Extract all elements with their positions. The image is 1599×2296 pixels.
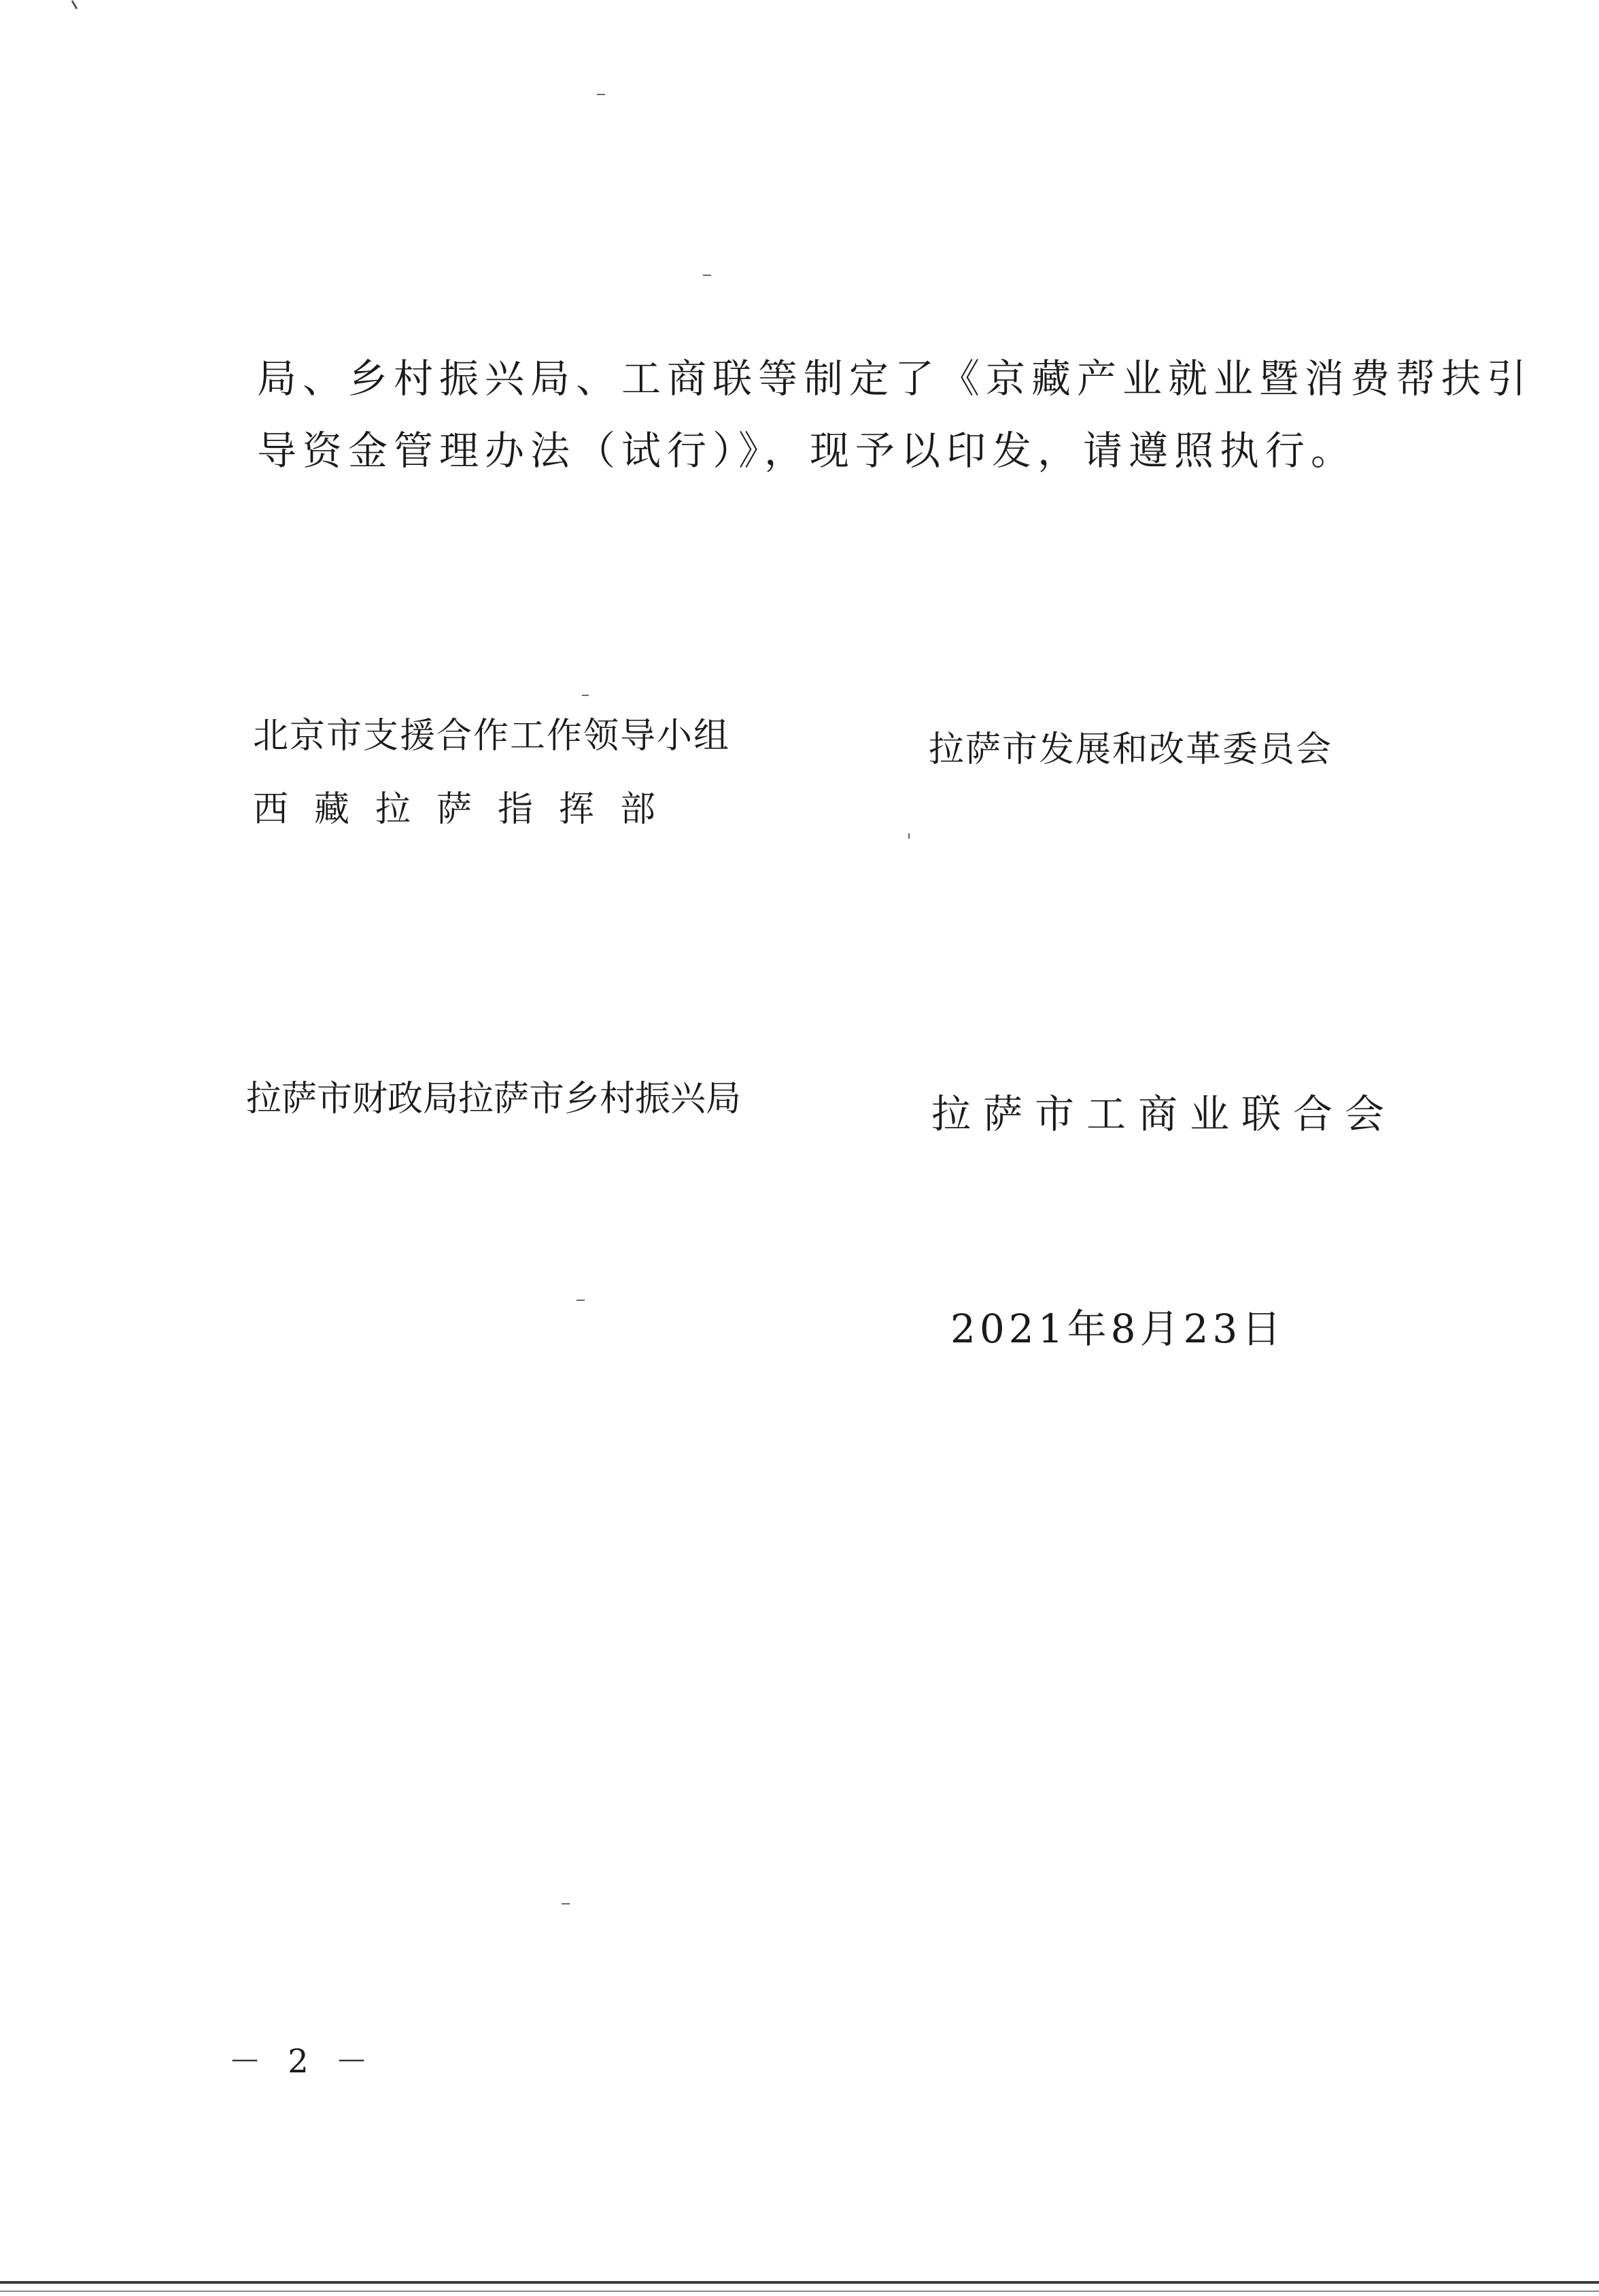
body-text-line-1: 局、乡村振兴局、工商联等制定了《京藏产业就业暨消费帮扶引 bbox=[257, 355, 1533, 402]
signatory-beijing-line-1: 北京市支援合作工作领导小组 bbox=[253, 716, 731, 756]
signatory-beijing-line-2: 西藏拉萨指挥部 bbox=[253, 789, 682, 830]
scan-bottom-edge bbox=[0, 2281, 1599, 2284]
scan-artifact-mark bbox=[597, 94, 605, 95]
scan-bottom-edge-shadow bbox=[0, 2291, 1599, 2292]
scan-artifact-mark bbox=[703, 275, 711, 276]
issue-date: 2021年8月23日 bbox=[950, 1306, 1286, 1352]
scan-artifact-mark bbox=[562, 1903, 570, 1904]
scan-artifact-mark bbox=[577, 1300, 585, 1301]
scan-artifact-mark bbox=[582, 695, 589, 696]
body-text-line-2: 导资金管理办法（试行）》，现予以印发，请遵照执行。 bbox=[257, 428, 1357, 474]
scan-artifact-tick bbox=[71, 0, 78, 10]
page-number: － 2 － bbox=[228, 2042, 377, 2081]
signatory-development-reform-commission: 拉萨市发展和改革委员会 bbox=[929, 729, 1333, 770]
signatory-finance-rural-revitalization: 拉萨市财政局拉萨市乡村振兴局 bbox=[246, 1079, 742, 1119]
signatory-federation-of-industry-commerce: 拉萨市工商业联合会 bbox=[931, 1091, 1397, 1137]
scan-artifact-mark bbox=[908, 833, 910, 839]
